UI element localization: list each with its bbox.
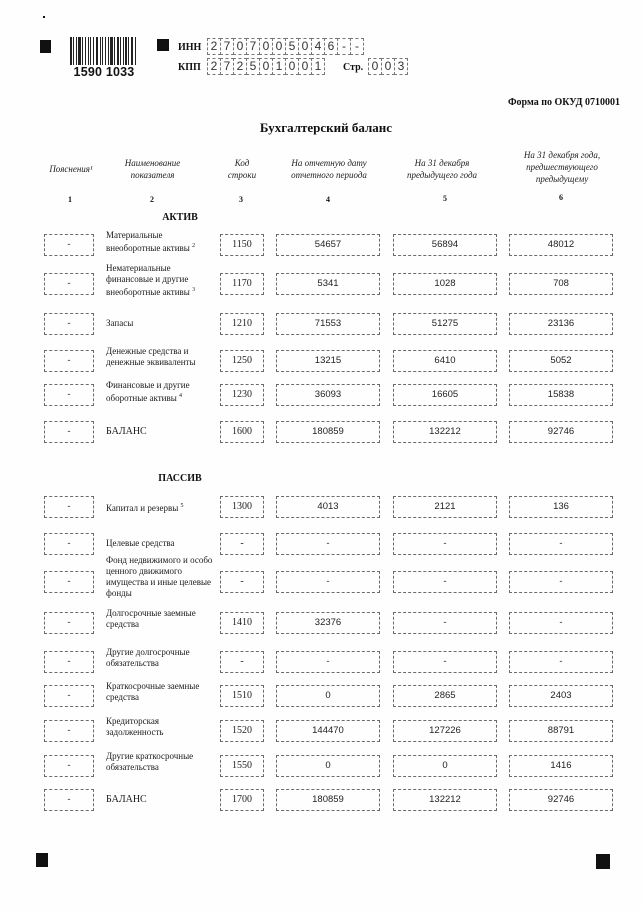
row-label xyxy=(106,716,216,738)
col-num-6: 6 xyxy=(559,193,563,202)
footnote-ref: 4 xyxy=(179,393,183,399)
col-num-5: 5 xyxy=(443,194,447,203)
inn-cell: 7 xyxy=(220,38,234,55)
row-label-text: Финансовые и другие оборотные активы xyxy=(106,380,190,403)
current-period-field[interactable]: 32376 xyxy=(276,612,380,634)
kpp-cell: 1 xyxy=(272,58,286,75)
page-cell: 0 xyxy=(368,58,382,75)
current-period-field[interactable]: - xyxy=(276,651,380,673)
notes-field[interactable]: - xyxy=(44,234,94,256)
inn-cell: 5 xyxy=(285,38,299,55)
notes-field[interactable]: - xyxy=(44,533,94,555)
kpp-cell: 0 xyxy=(298,58,312,75)
notes-field[interactable]: - xyxy=(44,612,94,634)
current-period-field[interactable]: 0 xyxy=(276,685,380,707)
row-code-field[interactable]: 1520 xyxy=(220,720,264,742)
current-period-field[interactable]: - xyxy=(276,571,380,593)
row-label-text: Краткосрочные заемные средства xyxy=(106,681,200,702)
row-label xyxy=(106,263,216,298)
prev2-year-field[interactable]: 48012 xyxy=(509,234,613,256)
prev2-year-field[interactable]: 92746 xyxy=(509,789,613,811)
row-label xyxy=(106,538,216,549)
prev-year-field[interactable]: 2865 xyxy=(393,685,497,707)
row-code-field[interactable]: 1510 xyxy=(220,685,264,707)
col-header-current: На отчетную дату отчетного периода xyxy=(291,158,367,180)
notes-field[interactable]: - xyxy=(44,496,94,518)
row-label-text: Капитал и резервы xyxy=(106,503,179,513)
row-label xyxy=(106,346,216,368)
row-code-field[interactable]: 1600 xyxy=(220,421,264,443)
row-code-field[interactable]: - xyxy=(220,651,264,673)
prev2-year-field[interactable]: - xyxy=(509,612,613,634)
prev2-year-field[interactable]: 92746 xyxy=(509,421,613,443)
prev2-year-field[interactable]: 2403 xyxy=(509,685,613,707)
notes-field[interactable]: - xyxy=(44,273,94,295)
row-code-field[interactable]: - xyxy=(220,571,264,593)
table-row xyxy=(0,230,642,270)
prev-year-field[interactable]: - xyxy=(393,533,497,555)
col-num-3: 3 xyxy=(239,195,243,204)
row-label xyxy=(106,647,216,669)
section-assets: АКТИВ xyxy=(162,212,198,223)
kpp-cells xyxy=(207,58,324,75)
notes-field[interactable]: - xyxy=(44,789,94,811)
current-period-field[interactable]: 13215 xyxy=(276,350,380,372)
row-label xyxy=(106,751,216,773)
row-label xyxy=(106,501,216,514)
row-label-text: Нематериальные финансовые и другие внеоборотные активы xyxy=(106,263,190,297)
barcode xyxy=(68,37,140,81)
notes-field[interactable]: - xyxy=(44,571,94,593)
notes-field[interactable]: - xyxy=(44,350,94,372)
current-period-field[interactable]: 180859 xyxy=(276,789,380,811)
prev-year-field[interactable]: 0 xyxy=(393,755,497,777)
row-label-text: БАЛАНС xyxy=(106,794,147,805)
current-period-field[interactable]: 180859 xyxy=(276,421,380,443)
row-label xyxy=(106,794,216,805)
prev2-year-field[interactable]: 5052 xyxy=(509,350,613,372)
page-cell: 3 xyxy=(394,58,408,75)
prev-year-field[interactable]: 51275 xyxy=(393,313,497,335)
notes-field[interactable]: - xyxy=(44,651,94,673)
prev2-year-field[interactable]: - xyxy=(509,571,613,593)
notes-field[interactable]: - xyxy=(44,755,94,777)
row-label xyxy=(106,608,216,630)
prev-year-field[interactable]: 2121 xyxy=(393,496,497,518)
current-period-field[interactable]: 71553 xyxy=(276,313,380,335)
inn-cell: 0 xyxy=(233,38,247,55)
inn-cell: 0 xyxy=(272,38,286,55)
prev2-year-field[interactable]: 15838 xyxy=(509,384,613,406)
col-header-notes: Пояснения¹ xyxy=(49,164,93,174)
kpp-cell: 2 xyxy=(233,58,247,75)
col-num-1: 1 xyxy=(68,195,72,204)
notes-field[interactable]: - xyxy=(44,384,94,406)
row-label xyxy=(106,426,216,437)
row-label xyxy=(106,318,216,329)
col-header-prev2: На 31 декабря года, предшествующего предыдущему xyxy=(523,150,601,184)
row-code-field[interactable]: 1170 xyxy=(220,273,264,295)
scan-dot xyxy=(43,16,45,18)
table-row xyxy=(0,533,642,569)
row-label-text: Фонд недвижимого и особо ценного движимого имущества и иные целевые фонды xyxy=(106,555,213,598)
table-row xyxy=(0,555,642,607)
section-liabilities: ПАССИВ xyxy=(158,473,202,484)
kpp-cell: 0 xyxy=(285,58,299,75)
barcode-number: 1590 1033 xyxy=(68,65,140,79)
current-period-field[interactable]: 0 xyxy=(276,755,380,777)
row-code-field[interactable]: 1210 xyxy=(220,313,264,335)
row-code-field[interactable]: 1700 xyxy=(220,789,264,811)
row-code-field[interactable]: 1250 xyxy=(220,350,264,372)
row-label xyxy=(106,380,216,404)
table-row xyxy=(0,751,642,791)
form-okud-code: Форма по ОКУД 0710001 xyxy=(507,97,620,108)
kpp-cell: 2 xyxy=(207,58,221,75)
row-code-field[interactable]: 1300 xyxy=(220,496,264,518)
page-label: Стр. xyxy=(343,62,364,73)
col-num-4: 4 xyxy=(326,195,330,204)
row-label-text: Кредиторская задолженность xyxy=(106,716,164,737)
inn-cells xyxy=(207,38,363,55)
inn-cell: 2 xyxy=(207,38,221,55)
table-row xyxy=(0,496,642,532)
table-row xyxy=(0,346,642,386)
row-label-text: Долгосрочные заемные средства xyxy=(106,608,196,629)
prev2-year-field[interactable]: 88791 xyxy=(509,720,613,742)
alignment-marker-bottom-left xyxy=(36,853,48,867)
prev2-year-field[interactable]: - xyxy=(509,533,613,555)
col-header-code: Код строки xyxy=(227,158,257,180)
kpp-cell: 5 xyxy=(246,58,260,75)
current-period-field[interactable]: 5341 xyxy=(276,273,380,295)
row-label-text: Денежные средства и денежные эквиваленты xyxy=(106,346,196,367)
row-label-text: Целевые средства xyxy=(106,538,175,548)
table-row xyxy=(0,681,642,721)
table-row xyxy=(0,421,642,457)
document-title: Бухгалтерский баланс xyxy=(259,120,393,135)
current-period-field[interactable]: 36093 xyxy=(276,384,380,406)
notes-field[interactable]: - xyxy=(44,685,94,707)
table-row xyxy=(0,313,642,349)
kpp-label: КПП xyxy=(178,62,201,73)
col-num-2: 2 xyxy=(150,195,154,204)
prev-year-field[interactable]: 1028 xyxy=(393,273,497,295)
inn-cell: 4 xyxy=(311,38,325,55)
prev2-year-field[interactable]: 1416 xyxy=(509,755,613,777)
current-period-field[interactable]: 144470 xyxy=(276,720,380,742)
page-cells xyxy=(368,58,407,75)
inn-cell: - xyxy=(350,38,364,55)
prev2-year-field[interactable]: 136 xyxy=(509,496,613,518)
row-label-text: БАЛАНС xyxy=(106,426,147,437)
alignment-marker-top-left xyxy=(40,40,51,53)
table-row xyxy=(0,647,642,687)
inn-label: ИНН xyxy=(178,42,202,53)
table-row xyxy=(0,716,642,756)
row-label xyxy=(106,681,216,703)
table-row xyxy=(0,789,642,825)
row-code-field[interactable]: 1550 xyxy=(220,755,264,777)
row-label xyxy=(106,555,216,599)
current-period-field[interactable]: 54657 xyxy=(276,234,380,256)
prev-year-field[interactable]: 16605 xyxy=(393,384,497,406)
notes-field[interactable]: - xyxy=(44,720,94,742)
row-label-text: Другие краткосрочные обязательства xyxy=(106,751,194,772)
inn-cell: - xyxy=(337,38,351,55)
inn-cell: 0 xyxy=(259,38,273,55)
row-label-text: Запасы xyxy=(106,318,134,328)
prev-year-field[interactable]: - xyxy=(393,651,497,673)
table-row xyxy=(0,608,642,648)
prev2-year-field[interactable]: - xyxy=(509,651,613,673)
current-period-field[interactable]: - xyxy=(276,533,380,555)
inn-cell: 6 xyxy=(324,38,338,55)
table-row xyxy=(0,380,642,420)
prev-year-field[interactable]: 132212 xyxy=(393,789,497,811)
notes-field[interactable]: - xyxy=(44,313,94,335)
footnote-ref: 5 xyxy=(180,503,184,509)
inn-cell: 0 xyxy=(298,38,312,55)
row-label xyxy=(106,230,216,254)
footnote-ref: 2 xyxy=(192,243,196,249)
prev2-year-field[interactable]: 23136 xyxy=(509,313,613,335)
notes-field[interactable]: - xyxy=(44,421,94,443)
footnote-ref: 3 xyxy=(192,287,196,293)
row-code-field[interactable]: 1230 xyxy=(220,384,264,406)
prev-year-field[interactable]: - xyxy=(393,612,497,634)
prev2-year-field[interactable]: 708 xyxy=(509,273,613,295)
row-label-text: Другие долгосрочные обязательства xyxy=(106,647,190,668)
prev-year-field[interactable]: 6410 xyxy=(393,350,497,372)
row-code-field[interactable]: - xyxy=(220,533,264,555)
alignment-marker-top-mid xyxy=(157,39,169,51)
prev-year-field[interactable]: 127226 xyxy=(393,720,497,742)
kpp-cell: 7 xyxy=(220,58,234,75)
prev-year-field[interactable]: - xyxy=(393,571,497,593)
kpp-cell: 1 xyxy=(311,58,325,75)
prev-year-field[interactable]: 56894 xyxy=(393,234,497,256)
inn-cell: 7 xyxy=(246,38,260,55)
row-code-field[interactable]: 1150 xyxy=(220,234,264,256)
col-header-prev: На 31 декабря предыдущего года xyxy=(406,158,478,180)
alignment-marker-bottom-right xyxy=(596,854,610,869)
col-header-name: Наименование показателя xyxy=(124,158,181,180)
prev-year-field[interactable]: 132212 xyxy=(393,421,497,443)
table-row xyxy=(0,263,642,309)
page-cell: 0 xyxy=(381,58,395,75)
kpp-cell: 0 xyxy=(259,58,273,75)
row-code-field[interactable]: 1410 xyxy=(220,612,264,634)
current-period-field[interactable]: 4013 xyxy=(276,496,380,518)
row-label-text: Материальные внеоборотные активы xyxy=(106,230,190,253)
